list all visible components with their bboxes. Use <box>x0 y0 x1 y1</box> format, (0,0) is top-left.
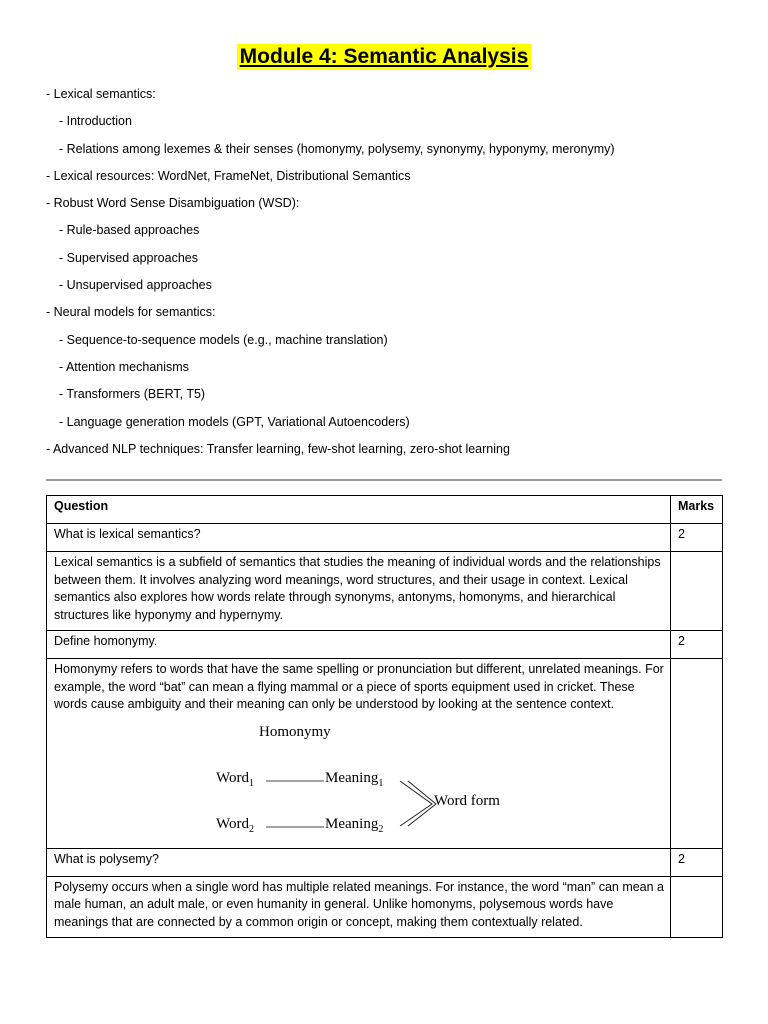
diagram-meaning-label: Meaning <box>325 815 379 832</box>
topic-outline <box>46 85 736 467</box>
table-row <box>47 631 723 659</box>
table-header-row <box>47 496 723 524</box>
question-cell: What is polysemy? <box>47 848 671 876</box>
diagram-word-form: Word form <box>434 792 500 809</box>
outline-subitem: - Language generation models (GPT, Variational Autoencoders) <box>59 414 410 429</box>
homonymy-diagram <box>204 720 504 848</box>
answer-cell <box>47 552 671 631</box>
diagram-word-2 <box>216 816 254 839</box>
question-cell: What is lexical semantics? <box>47 524 671 552</box>
answer-text: Lexical semantics is a subfield of semantics that studies the meaning of individual words and the relationships between them. It involves analyzing word meanings, word structures, and their usage in context. Lexical semantics also explores how words relate through synonyms, antonyms, homonyms, and hierarchical structures like hyponymy and hypernymy. <box>54 555 661 622</box>
diagram-meaning-1 <box>325 770 383 793</box>
marks-cell: 2 <box>671 631 723 659</box>
outline-item: - Robust Word Sense Disambiguation (WSD): <box>46 196 300 211</box>
diagram-word-1 <box>216 770 254 793</box>
answer-text: Polysemy occurs when a single word has multiple related meanings. For instance, the word “man” can mean a male human, an adult male, or even humanity in general. Unlike homonyms, polysemous words have meanings that are connected by a common origin or concept, making them contextually related. <box>54 879 665 929</box>
page-title: Module 4: Semantic Analysis <box>237 44 532 70</box>
table-row <box>47 876 723 938</box>
diagram-word-label: Word <box>216 769 249 786</box>
diagram-meaning-2 <box>325 816 383 839</box>
answer-text: Homonymy refers to words that have the same spelling or pronunciation but different, unrelated meanings. For example, the word “bat” can mean a flying mammal or a piece of sports equipment used in cricket. These words cause ambiguity and their meaning can only be understood by looking at the sentence context. <box>54 662 664 711</box>
empty-marks-cell <box>671 659 723 849</box>
title-container <box>0 44 768 70</box>
outline-item: - Lexical semantics: <box>46 87 156 101</box>
diagram-title: Homonymy <box>259 723 331 740</box>
diagram-subscript: 2 <box>248 823 254 835</box>
diagram-word-label: Word <box>216 815 249 832</box>
outline-subitem: - Relations among lexemes & their senses (homonymy, polysemy, synonymy, hyponymy, meronymy) <box>59 141 615 156</box>
diagram-subscript: 2 <box>378 823 384 835</box>
marks-cell: 2 <box>671 848 723 876</box>
header-marks: Marks <box>671 496 723 524</box>
horizontal-divider <box>46 479 722 481</box>
outline-subitem: - Supervised approaches <box>59 250 198 265</box>
marks-cell: 2 <box>671 524 723 552</box>
outline-subitem: - Sequence-to-sequence models (e.g., machine translation) <box>59 332 388 347</box>
outline-subitem: - Unsupervised approaches <box>59 278 212 293</box>
diagram-meaning-label: Meaning <box>325 769 379 786</box>
diagram-subscript: 1 <box>378 777 384 789</box>
answer-cell <box>47 876 671 938</box>
table-row <box>47 552 723 631</box>
table-row <box>47 848 723 876</box>
table-row <box>47 659 723 849</box>
diagram-subscript: 1 <box>248 777 254 789</box>
answer-cell <box>47 659 671 849</box>
outline-item: - Neural models for semantics: <box>46 305 216 320</box>
outline-item: - Lexical resources: WordNet, FrameNet, Distributional Semantics <box>46 168 411 183</box>
outline-subitem: - Rule-based approaches <box>59 223 200 238</box>
outline-subitem: - Transformers (BERT, T5) <box>59 387 206 402</box>
outline-subitem: - Attention mechanisms <box>59 359 189 374</box>
empty-marks-cell <box>671 552 723 631</box>
question-table <box>46 495 723 938</box>
header-question: Question <box>47 496 671 524</box>
outline-subitem: - Introduction <box>59 114 132 129</box>
table-row <box>47 524 723 552</box>
outline-item: - Advanced NLP techniques: Transfer learning, few-shot learning, zero-shot learning <box>46 441 510 456</box>
question-cell: Define homonymy. <box>47 631 671 659</box>
empty-marks-cell <box>671 876 723 938</box>
